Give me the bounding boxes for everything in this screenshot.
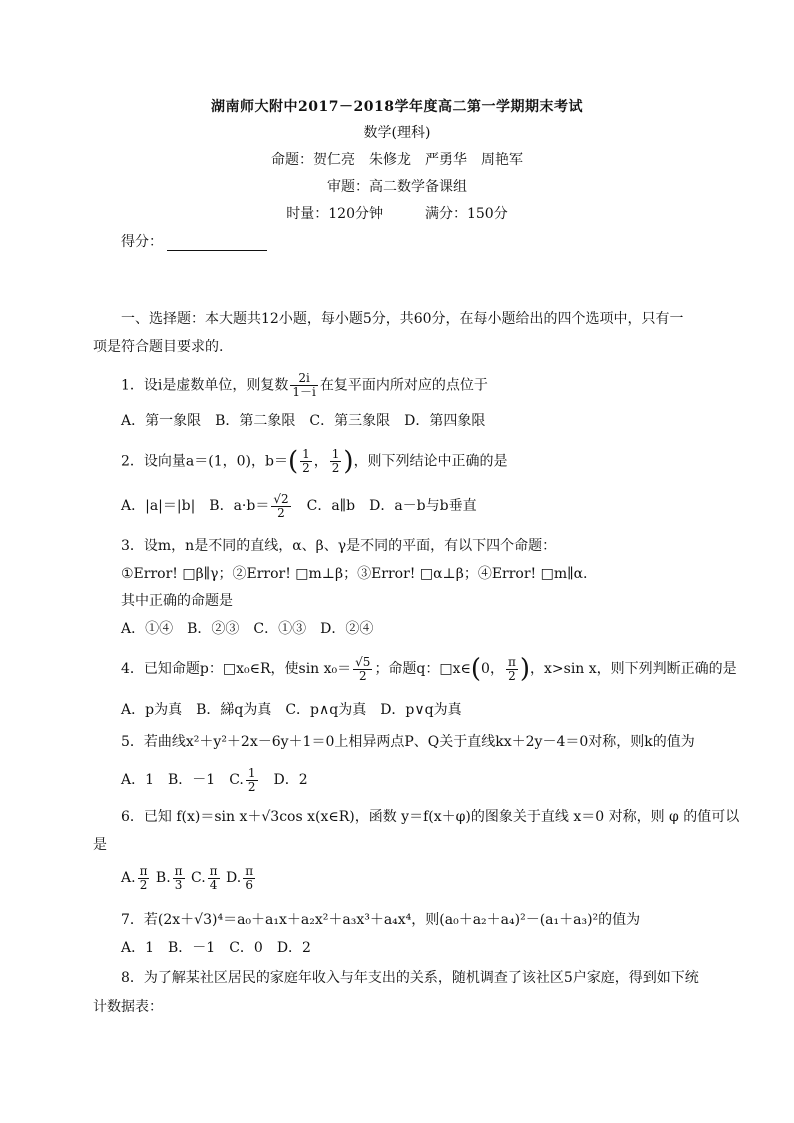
q6-opt-d-label: D. — [226, 870, 242, 886]
question-7-stem: 7．若(2x＋√3)⁴＝a₀＋a₁x＋a₂x²＋a₃x³＋a₄x⁴，则(a₀＋a₂＋a₄)²－(a₁＋a₃)²的值为 — [121, 912, 641, 928]
q6-opt-d-frac: $\frac{\pi}{6}$ — [245, 863, 254, 892]
exam-subject: 数学(理科) — [363, 125, 431, 141]
q5-opt-pre: A．1 B．－1 C. — [121, 772, 244, 788]
question-1-stem — [121, 372, 488, 399]
question-3-ask: 其中正确的命题是 — [121, 593, 233, 609]
question-1-options: A．第一象限 B．第二象限 C．第三象限 D．第四象限 — [121, 413, 486, 429]
exam-reviewer: 审题：高二数学备课组 — [327, 179, 467, 195]
section1-intro-line1: 一、选择题：本大题共12小题，每小题5分，共60分，在每小题给出的四个选项中，只有一 — [121, 311, 684, 327]
q2-opt-rest: C．a∥b D．a－b与b垂直 — [292, 498, 477, 514]
score-blank[interactable] — [167, 236, 267, 251]
question-8-stem-line2: 计数据表： — [93, 999, 163, 1015]
exam-authors: 命题：贺仁亮 朱修龙 严勇华 周艳军 — [271, 152, 523, 168]
question-4-stem: 4．已知命题p：□x₀∈R，使sin x₀＝ $\frac{√5}{2}$ ；命题q：□x∈(0， $\frac{\pi}{2}$ )，x>sin x，则下列判断正确的是 — [121, 654, 737, 684]
q4-frac1: $\frac{√5}{2}$ — [355, 654, 371, 683]
score-label: 得分： — [121, 234, 163, 250]
q1-stem-pre: 1．设i是虚数单位，则复数 — [121, 377, 289, 394]
question-8-stem-line1: 8．为了解某社区居民的家庭年收入与年支出的关系，随机调查了该社区5户家庭，得到如下统 — [121, 970, 699, 986]
question-5-options — [121, 766, 308, 794]
question-6-stem-line2: 是 — [93, 837, 107, 853]
q1-stem-post: 在复平面内所对应的点位于 — [319, 377, 488, 394]
question-7-options: A．1 B．－1 C．0 D．2 — [121, 940, 311, 956]
q1-fraction: $\frac{2i}{1-i}$ — [292, 371, 316, 399]
q4-stem-post: ，x>sin x，则下列判断正确的是 — [530, 661, 737, 677]
exam-title: 湖南师大附中2017－2018学年度高二第一学期期末考试 — [211, 99, 583, 115]
question-6-options — [121, 862, 257, 894]
q2-frac2: $\frac{1}{2}$ — [331, 447, 340, 475]
question-3-stem: 3．设m，n是不同的直线，α、β、γ是不同的平面，有以下四个命题： — [121, 538, 557, 554]
question-3-options: A．①④ B．②③ C．①③ D．②④ — [121, 621, 374, 637]
q6-opt-c-label: C. — [191, 870, 206, 886]
q6-opt-b-frac: $\frac{\pi}{3}$ — [174, 863, 183, 892]
question-3-props: ①Error! □β∥γ；②Error! □m⊥β；③Error! □α⊥β；④Error! □m∥α. — [121, 566, 588, 582]
q2-stem-post: ，则下列结论中正确的是 — [353, 453, 508, 470]
q2-frac1: $\frac{1}{2}$ — [302, 447, 310, 475]
question-6-stem-line1: 6．已知 f(x)＝sin x＋√3cos x(x∈R)，函数 y＝f(x＋φ)的图象关于直线 x＝0 对称，则 φ 的值可以 — [121, 809, 740, 825]
q4-stem-mid: ；命题q：□x∈ — [374, 661, 471, 677]
q6-opt-a-frac: $\frac{\pi}{2}$ — [139, 863, 148, 892]
q2-opt-a: A．|a|＝|b| B．a·b＝ — [121, 498, 270, 514]
question-5-stem: 5．若曲线x²＋y²＋2x－6y＋1＝0上相异两点P、Q关于直线kx＋2y－4＝0对称，则k的值为 — [121, 734, 695, 750]
q4-frac2: $\frac{\pi}{2}$ — [507, 654, 516, 683]
q4-stem-pre: 4．已知命题p：□x₀∈R，使sin x₀＝ — [121, 661, 352, 677]
q2-opt-frac: $\frac{√2}{2}$ — [273, 491, 289, 520]
question-4-options: A．p为真 B．綈q为真 C．p∧q为真 D．p∨q为真 — [121, 702, 462, 718]
q5-frac: $\frac{1}{2}$ — [247, 765, 256, 794]
q6-opt-a-label: A. — [121, 870, 136, 886]
q5-opt-post: D．2 — [259, 772, 308, 788]
q6-opt-c-frac: $\frac{\pi}{4}$ — [209, 863, 218, 892]
section1-intro-line2: 项是符合题目要求的. — [93, 339, 224, 355]
question-2-options — [121, 492, 477, 520]
q2-stem-pre: 2．设向量a＝(1，0)，b＝ — [121, 453, 288, 470]
question-2-stem: 2．设向量a＝(1，0)，b＝( $\frac{1}{2}$ ， $\frac{1}{2}$ )，则下列结论中正确的是 — [121, 446, 508, 477]
exam-time: 时量：120分钟 满分：150分 — [286, 206, 508, 222]
q6-opt-b-label: B. — [155, 870, 171, 886]
score-field — [121, 233, 267, 251]
